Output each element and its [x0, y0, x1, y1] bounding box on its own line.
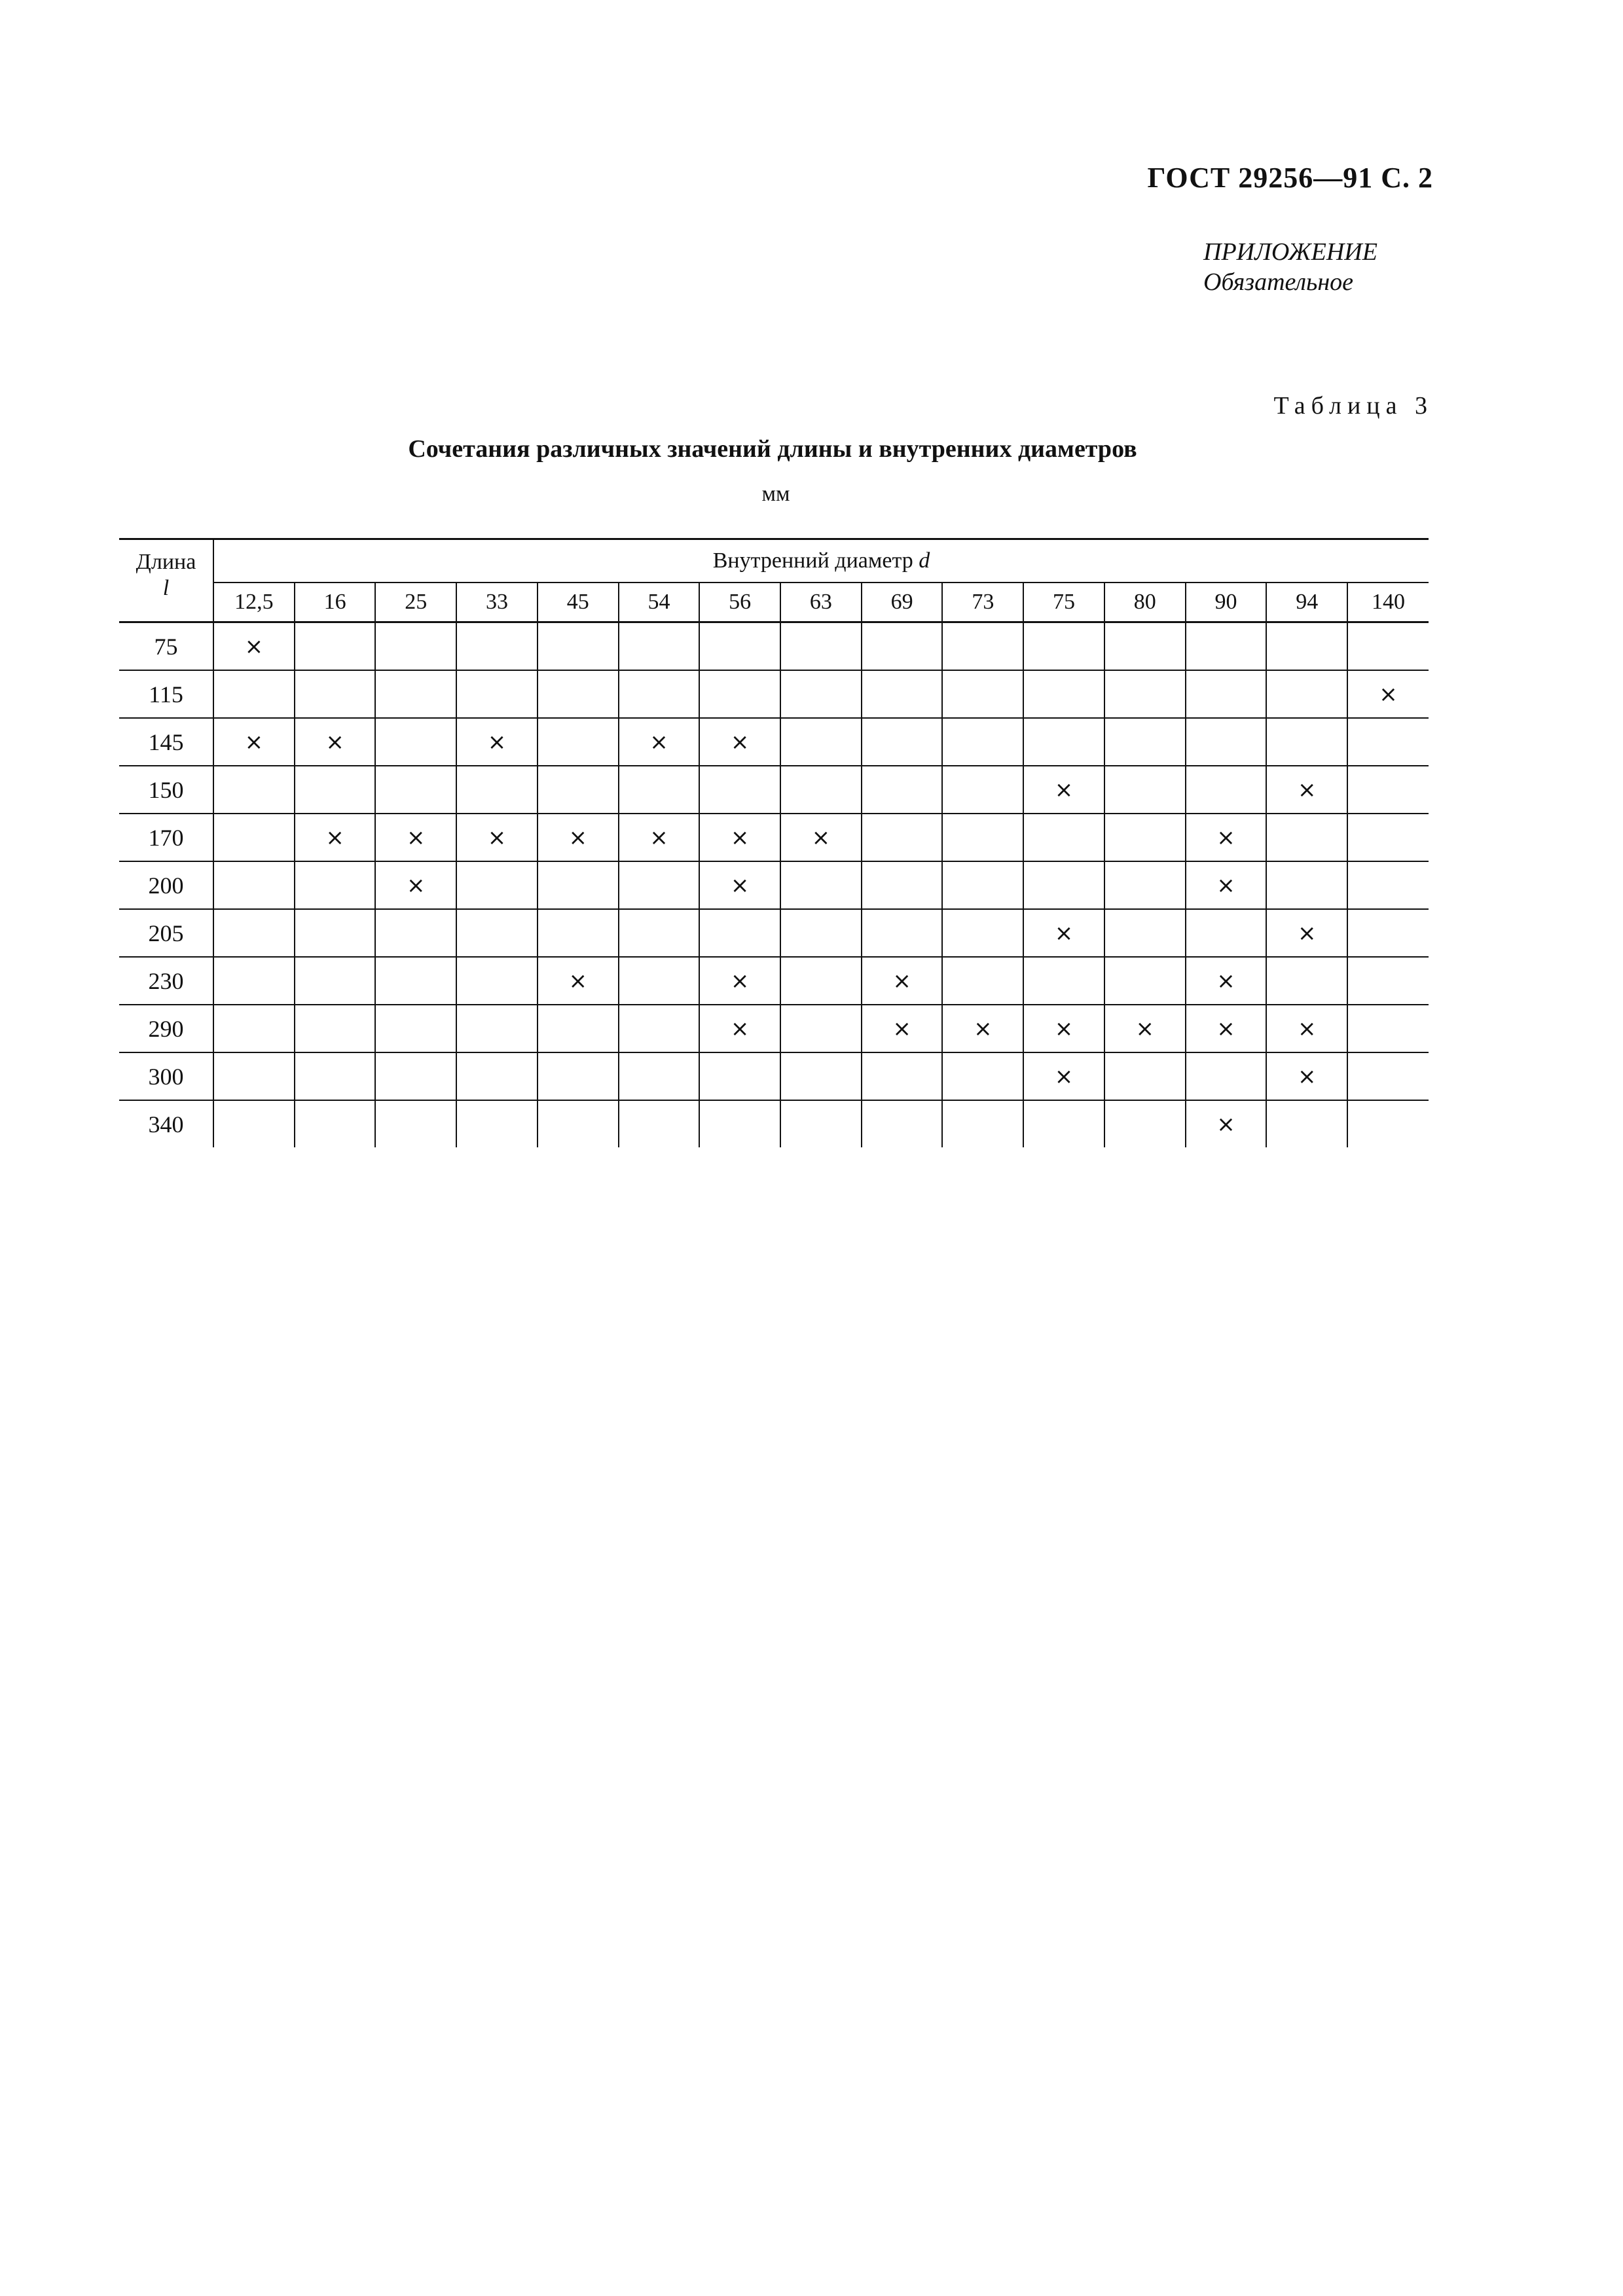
- combination-cell: [1104, 1100, 1186, 1147]
- table-row: [119, 957, 1429, 1005]
- combination-cell: [213, 909, 295, 957]
- combination-cell: [780, 957, 862, 1005]
- combination-cell: [456, 1052, 538, 1100]
- table-title: Сочетания различных значений длины и внутренних диаметров: [408, 435, 1137, 463]
- combination-cell: [295, 957, 376, 1005]
- diameter-header-cell: 16: [295, 583, 376, 622]
- diameter-header-cell: 75: [1023, 583, 1104, 622]
- combination-cell: [942, 957, 1023, 1005]
- combination-cell: [213, 1005, 295, 1052]
- combination-cell: [1266, 622, 1347, 671]
- combination-mark: ×: [1216, 824, 1235, 851]
- combination-cell: [619, 909, 700, 957]
- combination-cell: [1347, 909, 1429, 957]
- combination-cell: [780, 1052, 862, 1100]
- combination-cell: [375, 909, 456, 957]
- combination-cell: [456, 957, 538, 1005]
- combination-cell: [942, 1005, 1023, 1052]
- combination-cell: [942, 814, 1023, 861]
- length-cell: 300: [119, 1052, 213, 1100]
- combination-cell: [619, 957, 700, 1005]
- combination-cell: [538, 957, 619, 1005]
- combination-mark: ×: [892, 1015, 911, 1042]
- combination-cell: [375, 766, 456, 814]
- combination-cell: [1347, 1052, 1429, 1100]
- combination-cell: [213, 622, 295, 671]
- combination-cell: [699, 1005, 780, 1052]
- combination-cell: [1023, 670, 1104, 718]
- length-cell: 290: [119, 1005, 213, 1052]
- combination-cell: [1266, 1005, 1347, 1052]
- combination-cell: [1266, 670, 1347, 718]
- combination-cell: [780, 622, 862, 671]
- table-row: [119, 909, 1429, 957]
- combination-cell: [1266, 1100, 1347, 1147]
- combination-cell: [375, 861, 456, 909]
- combination-mark: ×: [487, 728, 507, 755]
- combination-mark: ×: [1216, 1015, 1235, 1042]
- diameter-header-cell: 54: [619, 583, 700, 622]
- combination-cell: [1347, 622, 1429, 671]
- combination-cell: [1266, 718, 1347, 766]
- diameter-header-cell: 12,5: [213, 583, 295, 622]
- table-row: [119, 1005, 1429, 1052]
- combination-cell: [1104, 957, 1186, 1005]
- document-code: ГОСТ 29256—91 С. 2: [1147, 162, 1433, 194]
- combination-cell: [1347, 814, 1429, 861]
- combination-cell: [780, 814, 862, 861]
- combination-cell: [780, 909, 862, 957]
- combination-cell: [862, 861, 943, 909]
- combination-cell: [942, 670, 1023, 718]
- diameter-header-cell: 90: [1186, 583, 1267, 622]
- combination-cell: [619, 1052, 700, 1100]
- combination-cell: [862, 622, 943, 671]
- length-header-symbol: l: [162, 576, 170, 600]
- diameter-header-cell: 56: [699, 583, 780, 622]
- combination-mark: ×: [1054, 1063, 1074, 1090]
- combination-cell: [699, 670, 780, 718]
- combination-cell: [295, 1005, 376, 1052]
- diameter-header-cell: 45: [538, 583, 619, 622]
- combination-cell: [1023, 622, 1104, 671]
- combination-cell: [619, 1005, 700, 1052]
- length-header-label: Длина: [136, 550, 196, 574]
- table-row: [119, 622, 1429, 671]
- combinations-table: [119, 538, 1429, 1147]
- combination-cell: [1023, 1005, 1104, 1052]
- combination-cell: [699, 718, 780, 766]
- combination-mark: ×: [1216, 1111, 1235, 1138]
- combination-cell: [619, 670, 700, 718]
- combination-cell: [213, 861, 295, 909]
- combination-cell: [942, 1052, 1023, 1100]
- combination-cell: [1186, 861, 1267, 909]
- combination-cell: [375, 718, 456, 766]
- combination-cell: [619, 766, 700, 814]
- combination-cell: [862, 1005, 943, 1052]
- combination-cell: [1104, 766, 1186, 814]
- combination-mark: ×: [1379, 681, 1398, 708]
- combination-cell: [942, 766, 1023, 814]
- combination-cell: [1023, 814, 1104, 861]
- combination-cell: [1023, 718, 1104, 766]
- combination-mark: ×: [649, 728, 668, 755]
- combination-cell: [538, 1052, 619, 1100]
- combination-cell: [1266, 1052, 1347, 1100]
- length-cell: 115: [119, 670, 213, 718]
- combination-cell: [862, 1052, 943, 1100]
- length-cell: 200: [119, 861, 213, 909]
- combination-cell: [619, 861, 700, 909]
- combination-cell: [780, 670, 862, 718]
- combination-mark: ×: [1297, 1015, 1317, 1042]
- appendix-block: [1203, 237, 1377, 297]
- combination-cell: [699, 1100, 780, 1147]
- combination-cell: [456, 622, 538, 671]
- diameter-header-cell: 73: [942, 583, 1023, 622]
- combination-cell: [619, 718, 700, 766]
- length-cell: 170: [119, 814, 213, 861]
- table-body: [119, 622, 1429, 1148]
- combination-cell: [1186, 1005, 1267, 1052]
- combination-cell: [1186, 670, 1267, 718]
- combination-cell: [1186, 909, 1267, 957]
- combination-cell: [1104, 622, 1186, 671]
- table-row: [119, 670, 1429, 718]
- diameter-header-cell: 33: [456, 583, 538, 622]
- combination-cell: [295, 861, 376, 909]
- table-row: [119, 766, 1429, 814]
- combination-mark: ×: [568, 967, 587, 994]
- combination-cell: [942, 861, 1023, 909]
- combination-mark: ×: [730, 728, 750, 755]
- combination-cell: [1186, 622, 1267, 671]
- combination-cell: [295, 766, 376, 814]
- combination-cell: [699, 766, 780, 814]
- combination-mark: ×: [244, 633, 264, 660]
- combination-mark: ×: [730, 1015, 750, 1042]
- combination-cell: [295, 1052, 376, 1100]
- combination-cell: [1266, 909, 1347, 957]
- combination-cell: [1186, 1052, 1267, 1100]
- combination-cell: [1266, 814, 1347, 861]
- combination-cell: [456, 1100, 538, 1147]
- combination-cell: [1347, 670, 1429, 718]
- combination-cell: [213, 718, 295, 766]
- combination-mark: ×: [1297, 1063, 1317, 1090]
- combination-cell: [538, 766, 619, 814]
- combination-cell: [862, 670, 943, 718]
- diameter-header-cell: 25: [375, 583, 456, 622]
- combination-cell: [295, 814, 376, 861]
- combination-cell: [1347, 861, 1429, 909]
- combination-cell: [1023, 861, 1104, 909]
- combination-cell: [456, 814, 538, 861]
- combination-cell: [780, 1100, 862, 1147]
- combination-cell: [213, 814, 295, 861]
- combination-mark: ×: [649, 824, 668, 851]
- combination-cell: [1104, 718, 1186, 766]
- combination-cell: [862, 909, 943, 957]
- combination-cell: [538, 1100, 619, 1147]
- combination-cell: [213, 1052, 295, 1100]
- table-row: [119, 814, 1429, 861]
- table-unit: мм: [761, 482, 790, 506]
- combination-mark: ×: [568, 824, 587, 851]
- combination-cell: [699, 814, 780, 861]
- length-cell: 230: [119, 957, 213, 1005]
- combination-cell: [942, 622, 1023, 671]
- combination-cell: [1186, 718, 1267, 766]
- combination-cell: [456, 861, 538, 909]
- combination-cell: [699, 957, 780, 1005]
- combination-cell: [375, 1005, 456, 1052]
- combination-cell: [780, 1005, 862, 1052]
- combination-cell: [1347, 957, 1429, 1005]
- length-cell: 75: [119, 622, 213, 671]
- diameter-group-header: [213, 539, 1429, 583]
- combination-cell: [213, 766, 295, 814]
- combination-cell: [1023, 957, 1104, 1005]
- combination-cell: [1186, 1100, 1267, 1147]
- diameter-header-label: Внутренний диаметр: [712, 548, 913, 573]
- combination-cell: [456, 766, 538, 814]
- combination-cell: [375, 957, 456, 1005]
- combination-cell: [1104, 1005, 1186, 1052]
- combination-cell: [619, 622, 700, 671]
- combination-cell: [538, 1005, 619, 1052]
- combination-cell: [538, 814, 619, 861]
- combination-cell: [1023, 1052, 1104, 1100]
- combination-cell: [1186, 814, 1267, 861]
- diameter-values-row: [119, 583, 1429, 622]
- combination-mark: ×: [244, 728, 264, 755]
- combination-cell: [1023, 909, 1104, 957]
- combination-mark: ×: [1297, 776, 1317, 803]
- combination-mark: ×: [1135, 1015, 1155, 1042]
- combination-cell: [213, 670, 295, 718]
- combination-cell: [862, 814, 943, 861]
- table-row: [119, 1100, 1429, 1147]
- combination-cell: [1186, 766, 1267, 814]
- length-cell: 340: [119, 1100, 213, 1147]
- combination-mark: ×: [1054, 920, 1074, 946]
- combination-mark: ×: [892, 967, 911, 994]
- combination-mark: ×: [1054, 1015, 1074, 1042]
- combination-cell: [699, 909, 780, 957]
- combination-cell: [213, 957, 295, 1005]
- combination-mark: ×: [811, 824, 831, 851]
- combination-mark: ×: [730, 872, 750, 899]
- appendix-status: Обязательное: [1203, 268, 1354, 296]
- combination-cell: [456, 909, 538, 957]
- table-row: [119, 861, 1429, 909]
- combination-cell: [1186, 957, 1267, 1005]
- combination-mark: ×: [325, 728, 344, 755]
- combination-mark: ×: [407, 872, 426, 899]
- combination-cell: [1266, 861, 1347, 909]
- combination-cell: [1104, 670, 1186, 718]
- combination-cell: [1347, 718, 1429, 766]
- diameter-header-cell: 140: [1347, 583, 1429, 622]
- combination-cell: [862, 766, 943, 814]
- table-number: Таблица 3: [1273, 392, 1433, 420]
- combination-cell: [538, 909, 619, 957]
- combination-cell: [619, 1100, 700, 1147]
- length-column-header: [119, 539, 213, 622]
- combination-cell: [538, 670, 619, 718]
- combination-cell: [1347, 766, 1429, 814]
- combination-cell: [942, 1100, 1023, 1147]
- combination-cell: [699, 1052, 780, 1100]
- combination-mark: ×: [1216, 872, 1235, 899]
- combination-cell: [375, 622, 456, 671]
- combination-cell: [862, 1100, 943, 1147]
- diameter-header-symbol: d: [919, 548, 930, 573]
- combination-cell: [295, 909, 376, 957]
- diameter-header-cell: 80: [1104, 583, 1186, 622]
- combination-cell: [862, 718, 943, 766]
- combination-cell: [942, 909, 1023, 957]
- combination-mark: ×: [974, 1015, 993, 1042]
- combination-cell: [862, 957, 943, 1005]
- combination-cell: [1023, 766, 1104, 814]
- combination-cell: [1104, 909, 1186, 957]
- length-cell: 150: [119, 766, 213, 814]
- combination-cell: [295, 718, 376, 766]
- combination-cell: [538, 718, 619, 766]
- combination-mark: ×: [1054, 776, 1074, 803]
- combination-cell: [538, 861, 619, 909]
- combination-cell: [295, 1100, 376, 1147]
- combination-mark: ×: [407, 824, 426, 851]
- diameter-header-cell: 94: [1266, 583, 1347, 622]
- combination-cell: [375, 670, 456, 718]
- length-cell: 205: [119, 909, 213, 957]
- combination-cell: [295, 622, 376, 671]
- appendix-label: ПРИЛОЖЕНИЕ: [1203, 238, 1377, 266]
- combination-cell: [375, 814, 456, 861]
- combination-cell: [1104, 814, 1186, 861]
- combination-cell: [538, 622, 619, 671]
- combination-cell: [295, 670, 376, 718]
- combination-cell: [1347, 1005, 1429, 1052]
- combination-cell: [699, 861, 780, 909]
- combination-cell: [942, 718, 1023, 766]
- combination-cell: [699, 622, 780, 671]
- combination-mark: ×: [325, 824, 344, 851]
- combination-cell: [1023, 1100, 1104, 1147]
- combination-cell: [780, 718, 862, 766]
- combination-mark: ×: [730, 967, 750, 994]
- combination-cell: [375, 1100, 456, 1147]
- combination-cell: [375, 1052, 456, 1100]
- length-cell: 145: [119, 718, 213, 766]
- combination-cell: [1266, 957, 1347, 1005]
- combination-cell: [456, 1005, 538, 1052]
- combination-mark: ×: [1297, 920, 1317, 946]
- combination-mark: ×: [487, 824, 507, 851]
- combination-cell: [1347, 1100, 1429, 1147]
- combination-cell: [1266, 766, 1347, 814]
- diameter-header-cell: 69: [862, 583, 943, 622]
- diameter-header-cell: 63: [780, 583, 862, 622]
- combination-cell: [456, 718, 538, 766]
- combination-cell: [1104, 861, 1186, 909]
- combination-cell: [780, 861, 862, 909]
- combination-cell: [619, 814, 700, 861]
- combination-cell: [213, 1100, 295, 1147]
- table-row: [119, 718, 1429, 766]
- combination-cell: [456, 670, 538, 718]
- combination-mark: ×: [730, 824, 750, 851]
- combination-cell: [780, 766, 862, 814]
- table-row: [119, 1052, 1429, 1100]
- combination-mark: ×: [1216, 967, 1235, 994]
- combination-cell: [1104, 1052, 1186, 1100]
